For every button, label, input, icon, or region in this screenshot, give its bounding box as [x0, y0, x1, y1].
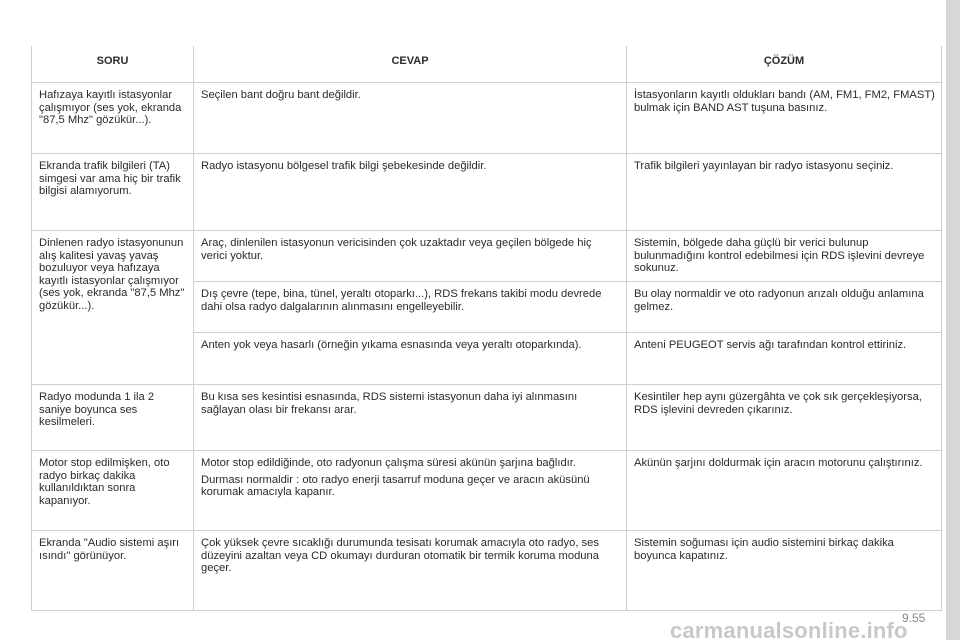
- cause-cell: Radyo istasyonu bölgesel trafik bilgi şebekesinde değildir.: [194, 154, 627, 231]
- question-cell: Radyo modunda 1 ila 2 saniye boyunca ses kesilmeleri.: [32, 385, 194, 451]
- solution-cell: Kesintiler hep aynı güzergâhta ve çok sık gerçekleşiyorsa, RDS işlevini devreden çıkarınız.: [627, 385, 942, 451]
- header-solution: ÇÖZÜM: [627, 46, 942, 83]
- cause-cell: Bu kısa ses kesintisi esnasında, RDS sistemi istasyonun daha iyi alınmasını sağlayan olası bir frekansı arar.: [194, 385, 627, 451]
- page-number: 9.55: [902, 611, 926, 625]
- table-row: [32, 231, 942, 282]
- question-cell: Motor stop edilmişken, oto radyo birkaç dakika kullanıldıktan sonra kapanıyor.: [32, 451, 194, 531]
- table-row: [32, 154, 942, 231]
- cause-cell: Araç, dinlenilen istasyonun vericisinden çok uzaktadır veya geçilen bölgede hiç verici yoktur.: [194, 231, 627, 282]
- solution-cell: Trafik bilgileri yayınlayan bir radyo istasyonu seçiniz.: [627, 154, 942, 231]
- solution-cell: Akünün şarjını doldurmak için aracın motorunu çalıştırınız.: [627, 451, 942, 531]
- table-row: [32, 83, 942, 154]
- table-header-row: [32, 46, 942, 83]
- question-cell: Hafızaya kayıtlı istasyonlar çalışmıyor (ses yok, ekranda "87,5 Mhz" gözükür...).: [32, 83, 194, 154]
- question-cell: Ekranda "Audio sistemi aşırı ısındı" görünüyor.: [32, 531, 194, 611]
- cause-cell: Motor stop edildiğinde, oto radyonun çalışma süresi akünün şarjına bağlıdır. Durması normaldir : oto radyo enerji tasarruf moduna geçer ve aracın aküsünü korumak amacıyla kapanır.: [194, 451, 627, 531]
- header-question: SORU: [32, 46, 194, 83]
- solution-cell: İstasyonların kayıtlı oldukları bandı (AM, FM1, FM2, FMAST) bulmak için BAND AST tuşuna basınız.: [627, 83, 942, 154]
- solution-cell: Anteni PEUGEOT servis ağı tarafından kontrol ettiriniz.: [627, 333, 942, 385]
- table-row: [32, 385, 942, 451]
- question-cell: Dinlenen radyo istasyonunun alış kalitesi yavaş yavaş bozuluyor veya hafızaya kayıtlı istasyonlar çalışmıyor (ses yok, ekranda "87,5 Mhz" gözükür...).: [32, 231, 194, 385]
- cause-cell: Çok yüksek çevre sıcaklığı durumunda tesisatı korumak amacıyla oto radyo, ses düzeyini azaltan veya CD okumayı durduran otomatik bir termik koruma moduna geçer.: [194, 531, 627, 611]
- page-edge-bar: [946, 0, 960, 640]
- cause-cell: Seçilen bant doğru bant değildir.: [194, 83, 627, 154]
- cause-cell: Dış çevre (tepe, bina, tünel, yeraltı otoparkı...), RDS frekans takibi modu devrede dahi olsa radyo dalgalarının alınmasını engelleyebilir.: [194, 282, 627, 333]
- solution-cell: Bu olay normaldir ve oto radyonun arızalı olduğu anlamına gelmez.: [627, 282, 942, 333]
- table-row: [32, 451, 942, 531]
- cause-cell: Anten yok veya hasarlı (örneğin yıkama esnasında veya yeraltı otoparkında).: [194, 333, 627, 385]
- question-cell: Ekranda trafik bilgileri (TA) simgesi var ama hiç bir trafik bilgisi alamıyorum.: [32, 154, 194, 231]
- troubleshooting-table: [31, 46, 942, 611]
- solution-cell: Sistemin soğuması için audio sistemini birkaç dakika boyunca kapatınız.: [627, 531, 942, 611]
- solution-cell: Sistemin, bölgede daha güçlü bir verici bulunup bulunmadığını kontrol edebilmesi için RDS işlevini devreye sokunuz.: [627, 231, 942, 282]
- watermark: carmanualsonline.info: [670, 618, 908, 643]
- table-row: [32, 531, 942, 611]
- header-answer: CEVAP: [194, 46, 627, 83]
